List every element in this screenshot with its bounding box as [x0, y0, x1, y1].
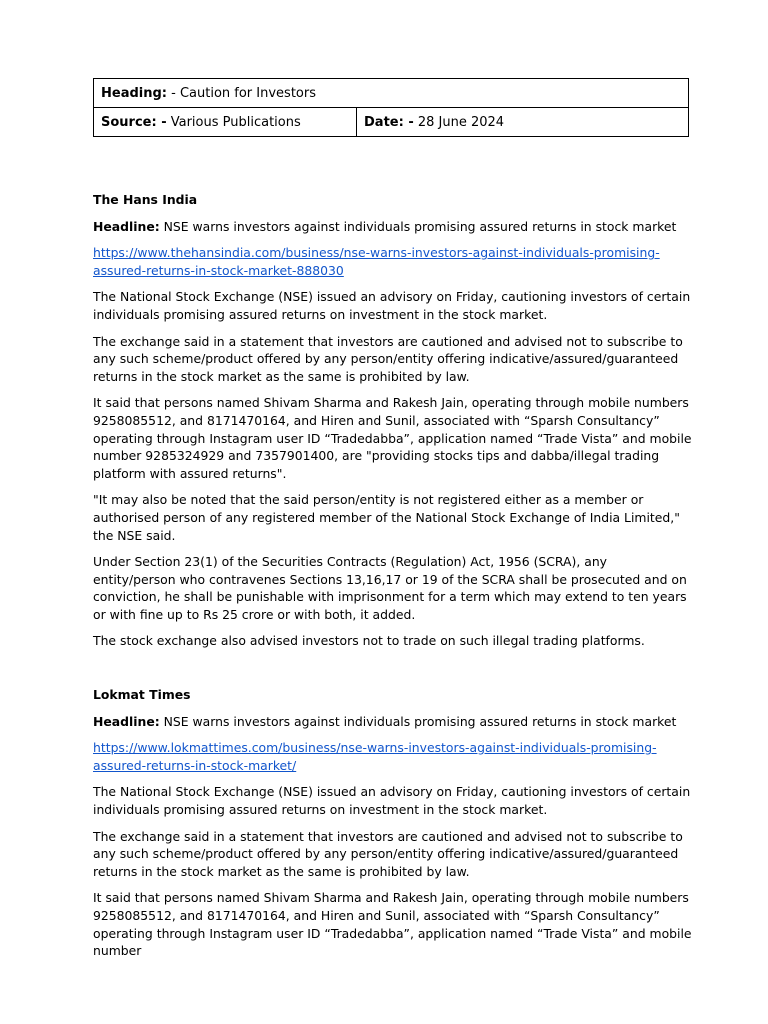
source-date-row: [94, 108, 689, 137]
source-cell: [94, 108, 357, 137]
headline: [93, 713, 693, 731]
date-value: 28 June 2024: [413, 114, 505, 130]
source-value: Various Publications: [166, 114, 301, 130]
publication-name: Lokmat Times: [93, 687, 191, 703]
article-link-line-1: https://www.lokmattimes.com/business/nse-warns-investors-against-individuals-promising-: [93, 740, 657, 756]
article-link-line-2: assured-returns-in-stock-market-888030: [93, 262, 344, 278]
article-lokmat-times: [93, 686, 693, 960]
date-label: Date: -: [364, 114, 414, 130]
article-link-line-2: assured-returns-in-stock-market/: [93, 757, 297, 773]
heading-cell: [94, 79, 689, 108]
article-link[interactable]: [93, 245, 660, 278]
headline: [93, 218, 693, 236]
header-table: [93, 78, 689, 137]
date-cell: [357, 108, 689, 137]
headline-label: Headline:: [93, 218, 160, 234]
body-paragraph: Under Section 23(1) of the Securities Contracts (Regulation) Act, 1956 (SCRA), any entity/person who contravenes Sections 13,16,17 or 19 of the SCRA shall be prosecuted and on conviction, he shall be punishable with imprisonment for a term which may extend to ten years or with fine up to Rs 25 crore or with both, it added.: [93, 554, 687, 622]
headline-text: NSE warns investors against individuals promising assured returns in stock market: [159, 218, 677, 234]
heading-value: - Caution for Investors: [167, 85, 316, 101]
body-paragraph: The exchange said in a statement that investors are cautioned and advised not to subscribe to any such scheme/product offered by any person/entity offering indicative/assured/guaranteed returns in the stock market as the same is prohibited by law.: [93, 828, 683, 879]
headline-label: Headline:: [93, 713, 160, 729]
body-paragraph: The exchange said in a statement that investors are cautioned and advised not to subscribe to any such scheme/product offered by any person/entity offering indicative/assured/guaranteed returns in the stock market as the same is prohibited by law.: [93, 333, 683, 384]
body-paragraph: "It may also be noted that the said person/entity is not registered either as a member or authorised person of any registered member of the National Stock Exchange of India Limited," the NSE said.: [93, 492, 680, 543]
source-label: Source: -: [101, 114, 167, 130]
body-paragraph: The National Stock Exchange (NSE) issued an advisory on Friday, cautioning investors of certain individuals promising assured returns on investment in the stock market.: [93, 784, 691, 818]
publication-name: The Hans India: [93, 192, 198, 207]
body-paragraph: It said that persons named Shivam Sharma and Rakesh Jain, operating through mobile numbers 9258085512, and 8171470164, and Hiren and Sunil, associated with “Sparsh Consultancy” operating through Instagram user ID “Tradedabba”, application named “Trade Vista” and mobile number 9285324929 and 7357901400, are "providing stocks tips and dabba/illegal trading platform with assured returns".: [93, 395, 692, 481]
body-paragraph: It said that persons named Shivam Sharma and Rakesh Jain, operating through mobile numbers 9258085512, and 8171470164, and Hiren and Sunil, associated with “Sparsh Consultancy” operating through Instagram user ID “Tradedabba”, application named “Trade Vista” and mobile number: [93, 890, 692, 959]
article-link-line-1: https://www.thehansindia.com/business/nse-warns-investors-against-individuals-promising-: [93, 245, 660, 261]
article-link-paragraph: [93, 244, 693, 279]
article-link[interactable]: [93, 740, 657, 773]
section-spacer: [93, 659, 693, 686]
article-link-paragraph: [93, 739, 693, 774]
body-paragraph: The National Stock Exchange (NSE) issued an advisory on Friday, cautioning investors of certain individuals promising assured returns on investment in the stock market.: [93, 289, 691, 322]
article-hans-india: [93, 191, 693, 650]
heading-label: Heading:: [101, 85, 167, 101]
body-paragraph: The stock exchange also advised investors not to trade on such illegal trading platforms.: [93, 633, 645, 649]
headline-text: NSE warns investors against individuals promising assured returns in stock market: [159, 713, 677, 729]
document-body: [93, 191, 693, 969]
heading-row: [94, 79, 689, 108]
